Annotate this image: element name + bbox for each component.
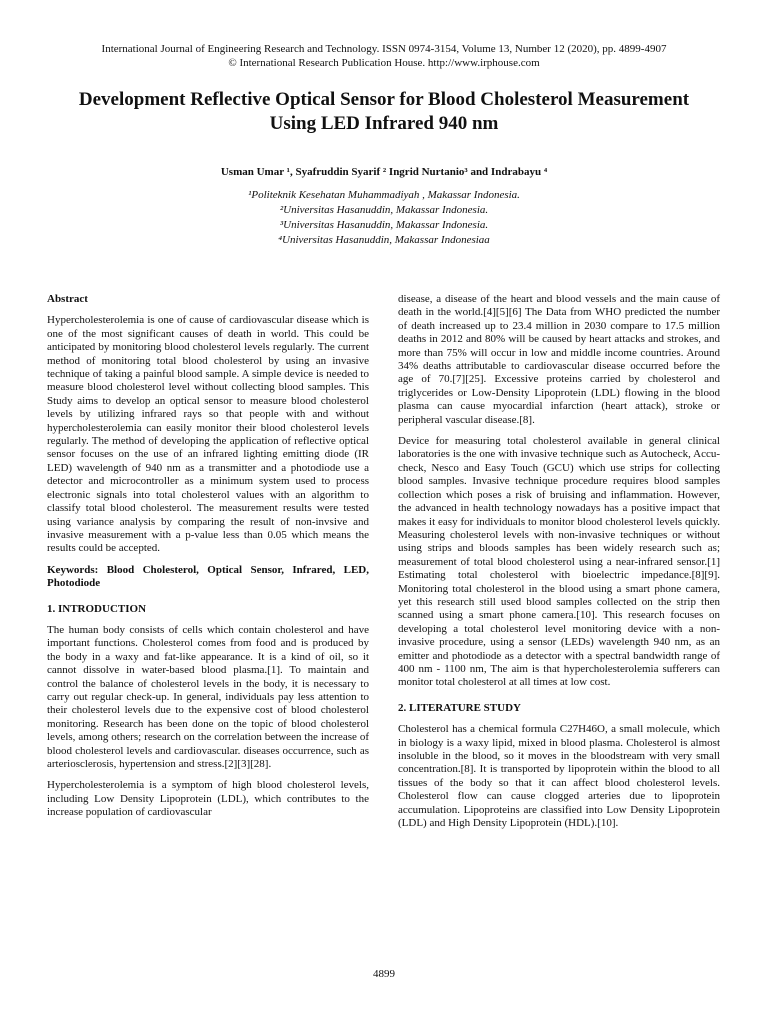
intro-paragraph-2: Hypercholesterolemia is a symptom of high blood cholesterol levels, including Low Density Lipoprotein (LDL), which contributes to the increase population of cardiovascular xyxy=(47,779,369,819)
affiliations xyxy=(0,188,768,248)
publisher-line: © International Research Publication House. http://www.irphouse.com xyxy=(228,57,540,69)
abstract-heading: Abstract xyxy=(47,293,88,305)
title-line-1: Development Reflective Optical Sensor for Blood Cholesterol Measurement xyxy=(78,89,690,110)
affiliation-3: ³Universitas Hasanuddin, Makassar Indonesia. xyxy=(279,219,489,231)
page-number: 4899 xyxy=(373,968,395,980)
literature-heading: 2. LITERATURE STUDY xyxy=(398,701,521,714)
author-list: Usman Umar ¹, Syafruddin Syarif ² Ingrid Nurtanio³ and Indrabayu ⁴ xyxy=(220,166,548,178)
intro-paragraph-1: The human body consists of cells which contain cholesterol and have important functions. Cholesterol comes from food and is produced by the body in a waxy and fat-like appearance. It is a kind of oil, so it cannot dissolve in water-based blood plasma.[1]. To maintain and control the balance of cholesterol levels in the body, it is necessary to carry out regular check-up. In general, individuals pay less attention to their cholesterol levels due to the expensive cost of blood cholesterol monitoring. Research has been done on the topic of blood cholesterol levels, among others; research on the correlation between the increase of blood cholesterol levels and cardiovascular. diseases occurrence, such as arteriosclerosis, hypertension and stress.[2][3][28]. xyxy=(47,623,369,770)
affiliation-4: ⁴Universitas Hasanuddin, Makassar Indonesiaa xyxy=(278,234,490,246)
affiliation-1: ¹Politeknik Kesehatan Muhammadiyah , Makassar Indonesia. xyxy=(248,189,520,201)
introduction-heading: 1. INTRODUCTION xyxy=(47,602,147,615)
right-paragraph-1: disease, a disease of the heart and blood vessels and the main cause of death in the world.[4][5][6] The Data from WHO predicted the number of death increased up to 23.4 million in 2030 compare to 17.5 million deaths in 2012 and 80% will be caused by heart attacks and strokes, and more than 75% will occur in low and middle income countries. Around 34% deaths attributable to cardiovascular disease occurred before the age of 70.[7][25]. Excessive proteins carried by cholesterol and triglycerides or Low-Density Lipoprotein (LDL) flowing in the blood plasma can cause myocardial infarction (heart attack), stroke or peripheral vascular disease.[8]. xyxy=(398,293,720,426)
right-paragraph-2: Device for measuring total cholesterol available in general clinical laboratories is the one with invasive technique such as Autocheck, Accu-check, Nesco and Easy Touch (GCU) which use strips for collecting blood samples. Invasive technique procedure requires blood samples collection which poses a risk of bruising and inflammation. However, the advanced in health technology nowadays has a positive impact that makes it easy for individuals to monitor blood cholesterol levels quickly. Measuring cholesterol levels with non-invasive techniques or without using strips and bloods samples has been widely research such as; measurement of total blood cholesterol using a near-infrared sensor.[1] Estimating total cholesterol with bioelectric impedance.[8][9]. Monitoring total cholesterol in the blood using a smart phone camera, yet this research still used blood samples collected on the strip then scanned using a smart phone camera.[10]. This research focuses on developing a total cholesterol level monitoring device with a non-invasive procedure, using a sensor (LEDs) wavelength 940 nm, as an emitter and photodiode as a detector with a spectral bandwidth range of 400 nm - 1100 nm, The aim is that hypercholesterolemia sufferers can monitor total cholesterol at all times at low cost. xyxy=(398,435,720,689)
abstract-text: Hypercholesterolemia is one of cause of cardiovascular disease which is one of the most significant causes of death in world. This could be anticipated by monitoring blood cholesterol levels regularly. The current method of monitoring total blood cholesterol by using an invasive technique of taking a painful blood sample. A simple device is needed to measure blood cholesterol level without collecting blood samples. This Study aims to develop an optical sensor to measure blood cholesterol levels by utilizing infrared rays so that people with and without hypercholesterolemia can easily monitor their blood cholesterol levels regularly. The method of developing the application of reflective optical sensor focuses on the use of an infrared lighting emitting diode (IR LED) wavelength of 940 nm as a transmitter and a photodiode use a detector and microcontroller as a minimum system used to process electronic signals into total cholesterol values with an algorithm to classify total blood cholesterol. The measurement results were tested using variance analysis by comparing the result of non-invsive and invasive measurement with a p-value less than 0.05 which means the results could be accepted. xyxy=(47,314,369,555)
left-column xyxy=(47,293,369,828)
literature-paragraph-1: Cholesterol has a chemical formula C27H46O, a small molecule, which in biology is a waxy lipid, mixed in blood plasma. Cholesterol is almost insoluble in the blood, so it moves in the bloodstream with very small concentration.[8]. It is transported by lipoprotein within the blood to all tissues of the body so that it can affect blood cholesterol levels. Cholesterol flow can cause clogged arteries due to lipoprotein accumulation. Lipoproteins are classified into Low Density Lipoprotein (LDL) and High Density Lipoprotein (HDL).[10]. xyxy=(398,723,720,830)
journal-citation: International Journal of Engineering Research and Technology. ISSN 0974-3154, Volume 13, Number 12 (2020), pp. 4899-4907 xyxy=(101,43,667,55)
title-line-2: Using LED Infrared 940 nm xyxy=(269,113,499,134)
paper-title xyxy=(40,88,728,136)
journal-header xyxy=(0,42,768,70)
keywords: Keywords: Blood Cholesterol, Optical Sensor, Infrared, LED, Photodiode xyxy=(47,563,369,590)
right-column xyxy=(398,293,720,838)
affiliation-2: ²Universitas Hasanuddin, Makassar Indonesia. xyxy=(279,204,489,216)
